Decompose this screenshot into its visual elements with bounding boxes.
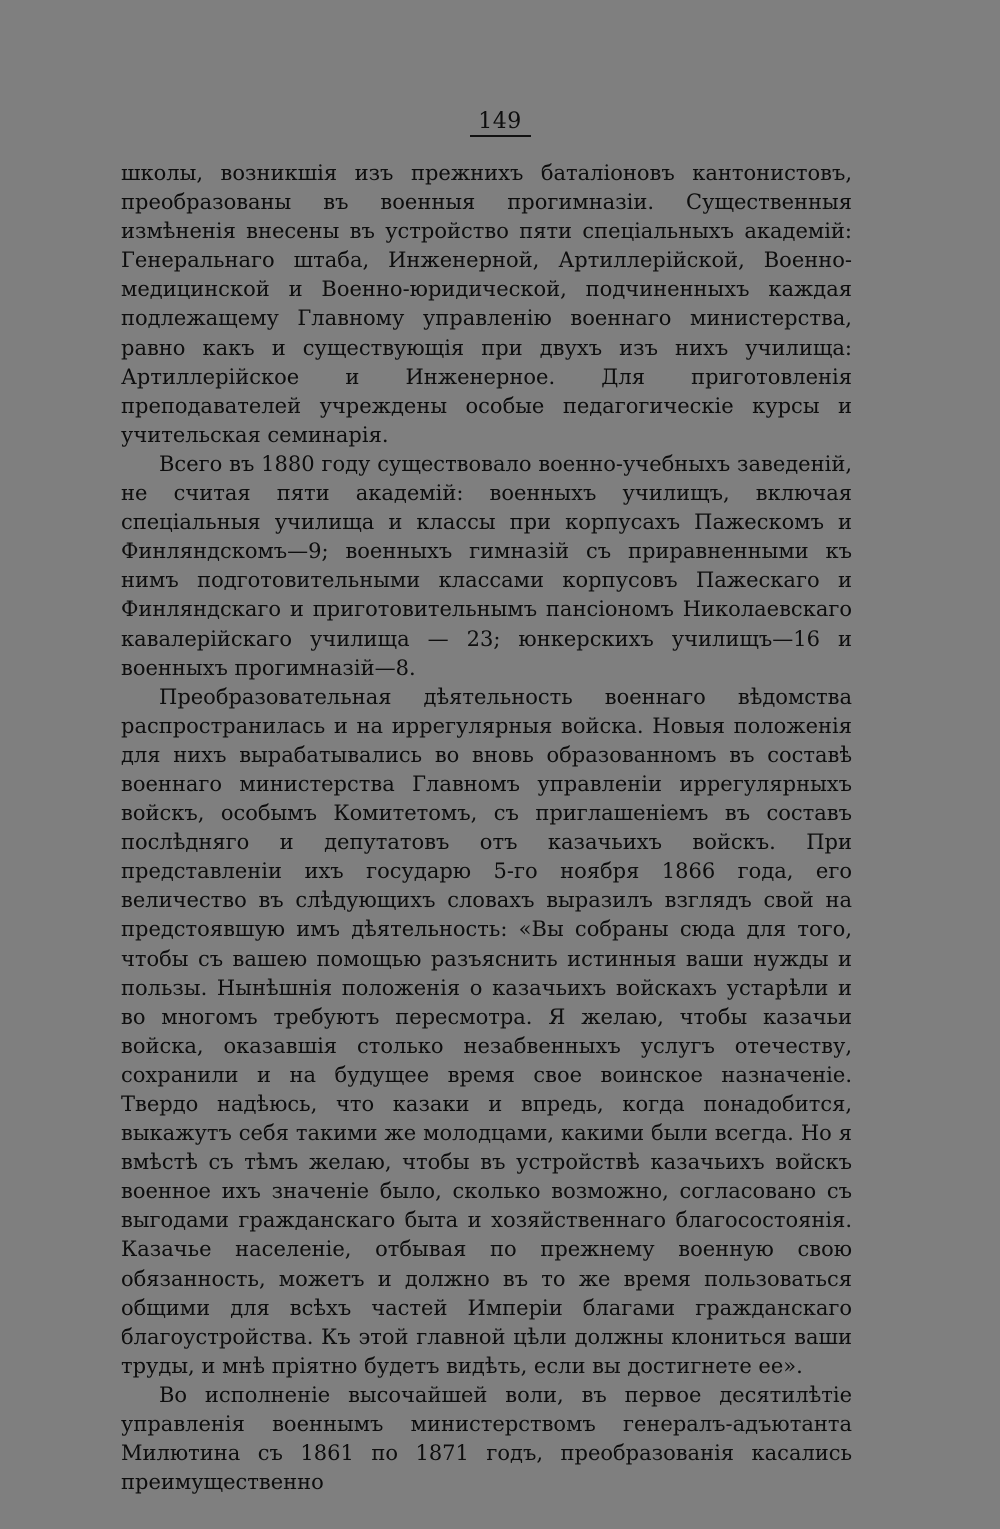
page-number: 149 <box>478 109 522 134</box>
body-text <box>121 159 852 1497</box>
paragraph-continued: школы, возникшія изъ прежнихъ баталіоновъ кантонистовъ, преобразованы въ военныя прогимназіи. Существенныя измѣненія внесены въ устройство пяти спеціальныхъ академій: Генеральнаго штаба, Инженерной, Артиллерійской, Военно-медицинской и Военно-юридической, подчиненныхъ каждая подлежащему Главному управленію военнаго министерства, равно какъ и существующія при двухъ изъ нихъ училища: Артиллерійское и Инженерное. Для приготовленія преподавателей учреждены особые педагогическіе курсы и учительская семинарія. <box>121 161 852 447</box>
page-number-rule <box>470 135 531 137</box>
paragraph-milyutin-reforms: Во исполненіе высочайшей воли, въ первое десятилѣтіе управленія военнымъ министерствомъ генералъ-адъютанта Милютина съ 1861 по 1871 годъ, преобразованія касались преимущественно <box>121 1382 852 1495</box>
paragraph-institutions-1880: Всего въ 1880 году существовало военно-учебныхъ заведеній, не считая пяти академій: военныхъ училищъ, включая спеціальныя училища и классы при корпусахъ Пажескомъ и Финляндскомъ—9; военныхъ гимназій съ приравненными къ нимъ подготовительными классами корпусовъ Пажескаго и Финляндскаго и приготовительнымъ пансіономъ Николаевскаго кавалерійскаго училища — 23; юнкерскихъ училищъ—16 и военныхъ прогимназій—8. <box>121 451 852 680</box>
paragraph-irregular-troops: Преобразовательная дѣятельность военнаго вѣдомства распространилась и на иррегулярныя войска. Новыя положенія для нихъ вырабатывались во вновь образованномъ въ составѣ военнаго министерства Главномъ управленіи иррегулярныхъ войскъ, особымъ Комитетомъ, съ приглашеніемъ въ составъ послѣдняго и депутатовъ отъ казачьихъ войскъ. При представленіи ихъ государю 5-го ноября 1866 года, его величество въ слѣдующихъ словахъ выразилъ взглядъ свой на предстоявшую имъ дѣятельность: «Вы собраны сюда для того, чтобы съ вашею помощью разъяснить истинныя ваши нужды и пользы. Нынѣшнія положенія о казачьихъ войскахъ устарѣли и во многомъ требуютъ пересмотра. Я желаю, чтобы казачьи войска, оказавшія столько незабвенныхъ услугъ отечеству, сохранили и на будущее время свое воинское назначеніе. Твердо надѣюсь, что казаки и впредь, когда понадобится, выкажутъ себя такими же молодцами, какими были всегда. Но я вмѣстѣ съ тѣмъ желаю, чтобы въ устройствѣ казачьихъ войскъ военное ихъ значеніе было, сколько возможно, согласовано съ выгодами гражданскаго быта и хозяйственнаго благосостоянія. Казачье населеніе, отбывая по прежнему военную свою обязанность, можетъ и должно въ то же время пользоваться общими для всѣхъ частей Имперіи благами гражданскаго благоустройства. Къ этой главной цѣли должны клониться ваши труды, и мнѣ пріятно будетъ видѣть, если вы достигнете ее». <box>121 684 852 1378</box>
